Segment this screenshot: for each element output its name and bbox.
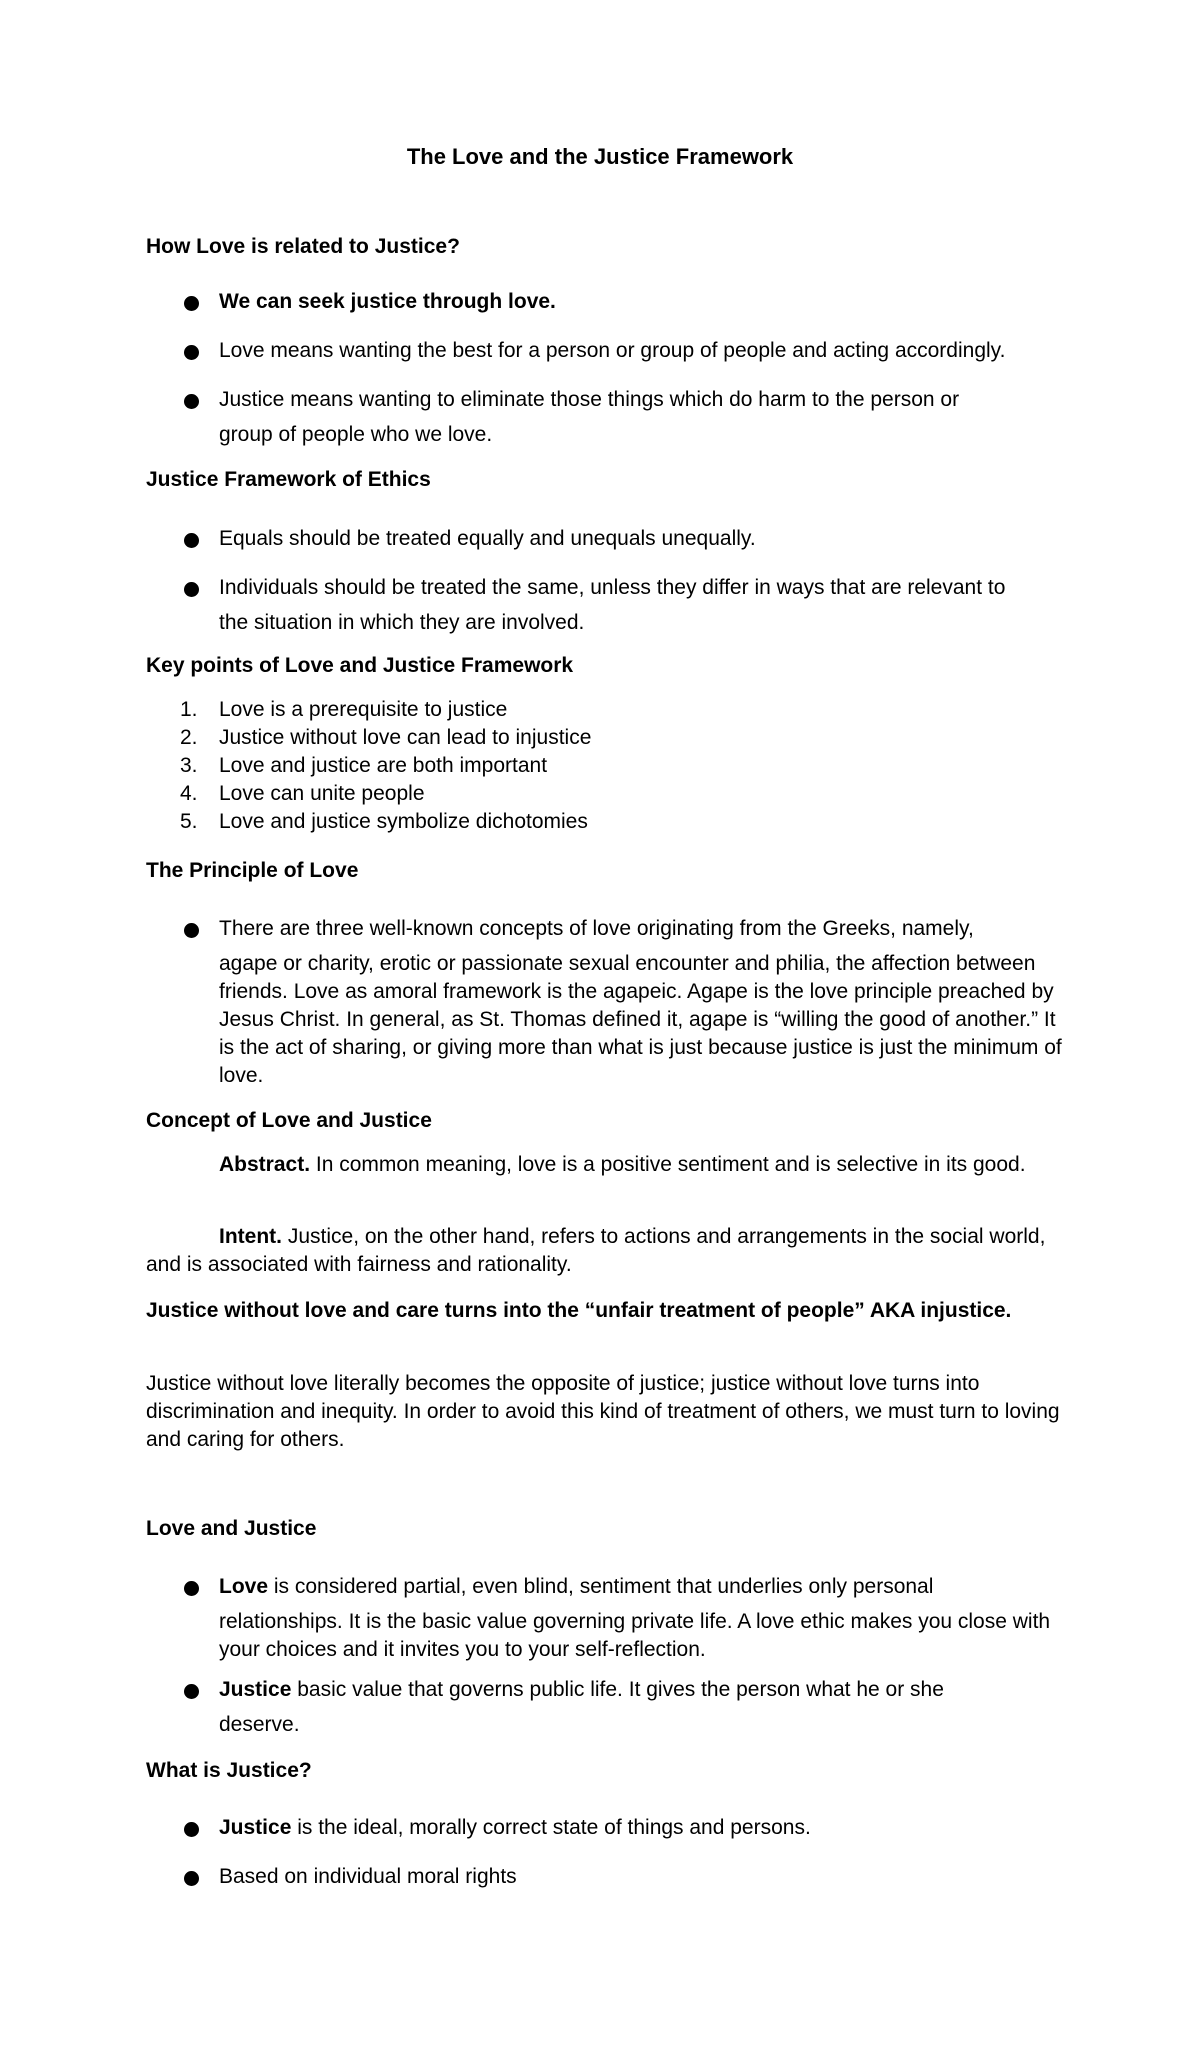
bullet-text: We can seek justice through love.: [219, 290, 556, 313]
bullet-text: [219, 382, 1069, 452]
bold-term: Love: [219, 1575, 269, 1598]
list-item: Love is a prerequisite to justice: [219, 698, 508, 721]
bullet-text: Love means wanting the best for a person or group of people and acting accordingly.: [219, 339, 1006, 362]
list-number: 4.: [180, 782, 198, 805]
bold-term: Justice: [219, 1816, 292, 1839]
bullet-line: the situation in which they are involved.: [219, 611, 585, 634]
bullet-icon: [183, 525, 205, 547]
bullet-continuation: relationships. It is the basic value governing private life. A love ethic makes you close with your choices and it invites you to your self-reflection.: [219, 1610, 1051, 1661]
bullet-text: [219, 1814, 1069, 1842]
bullet-icon: [183, 1814, 205, 1836]
heading-love-and-justice: Love and Justice: [146, 1517, 317, 1540]
heading-principle-of-love: The Principle of Love: [146, 859, 359, 882]
bold-term: Abstract.: [219, 1153, 311, 1176]
bullet-line: group of people who we love.: [219, 423, 493, 446]
heading-key-points: Key points of Love and Justice Framework: [146, 654, 574, 677]
list-number: 1.: [180, 698, 198, 721]
paragraph-text: Justice, on the other hand, refers to actions and arrangements in the social world, and is associated with fairness and rationality.: [146, 1225, 1046, 1276]
bullet-icon: [183, 1863, 205, 1885]
bullet-icon: [183, 1676, 205, 1698]
bullet-line: Justice means wanting to eliminate those things which do harm to the person or: [219, 388, 960, 411]
bullet-icon: [183, 1573, 205, 1595]
bullet-icon: [183, 386, 205, 408]
heading-love-related-justice: How Love is related to Justice?: [146, 235, 460, 258]
list-number: 3.: [180, 754, 198, 777]
bullet-line: basic value that governs public life. It gives the person what he or she: [291, 1678, 944, 1701]
paragraph-text: In common meaning, love is a positive sentiment and is selective in its good.: [310, 1153, 1026, 1176]
bullet-text: [219, 1573, 1069, 1601]
paragraph-intent: [146, 1223, 1071, 1279]
list-item: Love can unite people: [219, 782, 425, 805]
bullet-icon: [183, 337, 205, 359]
document-title: The Love and the Justice Framework: [406, 144, 794, 169]
bullet-text: [219, 1672, 1069, 1742]
bullet-line: Individuals should be treated the same, unless they differ in ways that are relevant to: [219, 576, 1006, 599]
bullet-icon: [183, 574, 205, 596]
bullet-icon: [183, 915, 205, 937]
list-number: 5.: [180, 810, 198, 833]
bullet-line: deserve.: [219, 1713, 300, 1736]
bullet-text: [219, 570, 1069, 640]
list-item: Love and justice symbolize dichotomies: [219, 810, 588, 833]
heading-what-is-justice: What is Justice?: [146, 1759, 312, 1782]
heading-justice-without-love: Justice without love and care turns into the “unfair treatment of people” AKA injustice.: [146, 1299, 1012, 1322]
bullet-continuation: agape or charity, erotic or passionate sexual encounter and philia, the affection between friends. Love as amoral framework is the agapeic. Agape is the love principle preached by Jesus Christ. In general, as St. Thomas defined it, agape is “willing the good of another.” It is the act of sharing, or giving more than what is just because justice is just the minimum of love.: [219, 952, 1062, 1087]
list-item: Justice without love can lead to injustice: [219, 726, 592, 749]
heading-concept-love-justice: Concept of Love and Justice: [146, 1109, 432, 1132]
list-item: Love and justice are both important: [219, 754, 548, 777]
bold-term: Intent.: [219, 1225, 282, 1248]
paragraph-abstract: [146, 1151, 1071, 1179]
bullet-line: is the ideal, morally correct state of things and persons.: [291, 1816, 811, 1839]
bullet-text: There are three well-known concepts of love originating from the Greeks, namely,: [219, 917, 974, 940]
heading-justice-framework: Justice Framework of Ethics: [146, 468, 431, 491]
bullet-icon: [183, 288, 205, 310]
bold-term: Justice: [219, 1678, 292, 1701]
list-number: 2.: [180, 726, 198, 749]
paragraph-justice-without-love: Justice without love literally becomes the opposite of justice; justice without love turns into discrimination and inequity. In order to avoid this kind of treatment of others, we must turn to loving and caring for others.: [146, 1372, 1060, 1451]
bullet-line: is considered partial, even blind, sentiment that underlies only personal: [268, 1575, 934, 1598]
bullet-text: Equals should be treated equally and unequals unequally.: [219, 527, 756, 550]
bullet-text: Based on individual moral rights: [219, 1865, 517, 1888]
